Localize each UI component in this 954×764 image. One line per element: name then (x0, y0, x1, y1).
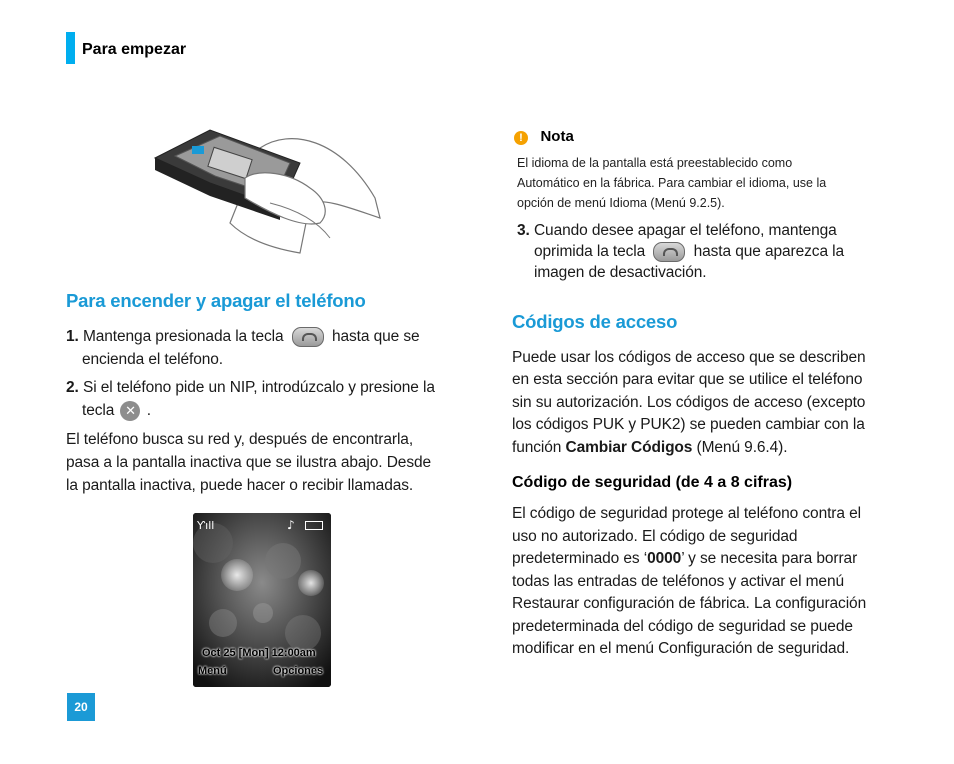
step-3-line3: imagen de desactivación. (534, 264, 707, 281)
note-line: opción de menú Idioma (Menú 9.2.5). (517, 196, 725, 210)
battery-icon (305, 521, 323, 530)
signal-icon: Ƴıll (197, 519, 215, 532)
step-1 (66, 326, 466, 349)
step-text: tecla (82, 402, 115, 419)
section-marker (66, 32, 75, 64)
note-line: Automático en la fábrica. Para cambiar el idioma, use la (517, 176, 827, 190)
step-text: hasta que se (331, 328, 420, 345)
note-header (514, 128, 574, 146)
menu-name: Cambiar Códigos (565, 439, 693, 456)
section-heading-access-codes: Códigos de acceso (512, 311, 678, 332)
end-key-icon (292, 327, 324, 347)
step-text: . (146, 402, 151, 419)
paragraph-line (512, 548, 857, 571)
exclamation-icon: ! (514, 131, 528, 145)
note-title: Nota (540, 128, 574, 145)
paragraph-line: Restaurar configuración de fábrica. La configuración (512, 595, 867, 612)
paragraph-line: los códigos PUK y PUK2) se pueden cambiar con la (512, 416, 865, 433)
bokeh-wallpaper (193, 513, 331, 687)
text: ’ y se necesita para borrar (681, 550, 858, 567)
paragraph-line: Puede usar los códigos de acceso que se describen (512, 349, 866, 366)
step-2 (66, 377, 466, 400)
step-2-line2 (82, 400, 151, 423)
note-body (517, 153, 826, 213)
end-key-icon (653, 242, 685, 262)
step-text: Si el teléfono pide un NIP, introdúzcalo y presione la (82, 379, 435, 396)
paragraph-line: pasa a la pantalla inactiva que se ilustra abajo. Desde (66, 454, 432, 471)
subheading-security-code: Código de seguridad (de 4 a 8 cifras) (512, 474, 793, 491)
section-title: Para empezar (82, 41, 187, 58)
paragraph-line (512, 437, 787, 460)
step-3-line2 (534, 241, 844, 264)
note-line: El idioma de la pantalla está preestablecido como (517, 156, 793, 170)
step-text: hasta que aparezca la (693, 243, 845, 260)
text: predeterminado es ‘ (512, 550, 648, 567)
step-1-line2: encienda el teléfono. (82, 351, 223, 368)
step-number: 1. (66, 328, 79, 345)
paragraph-line: uso no autorizado. El código de seguridad (512, 528, 798, 545)
paragraph-line: modificar en el menú Configuración de seguridad. (512, 640, 850, 657)
idle-screen-image (193, 513, 331, 687)
text: función (512, 439, 566, 456)
screen-datetime: Oct 25 [Mon] 12:00am (202, 647, 316, 659)
phone-battery-illustration (150, 128, 382, 256)
text: (Menú 9.6.4). (692, 439, 788, 456)
softkey-menu: Menú (198, 665, 227, 677)
step-3 (517, 220, 837, 243)
step-text: oprimida la tecla (534, 243, 646, 260)
default-code: 0000 (647, 550, 682, 567)
step-number: 2. (66, 379, 79, 396)
paragraph-line: en esta sección para evitar que se utilice el teléfono (512, 371, 863, 388)
section-heading-power: Para encender y apagar el teléfono (66, 290, 366, 311)
step-text: Mantenga presionada la tecla (82, 328, 284, 345)
paragraph-line: El código de seguridad protege al teléfono contra el (512, 505, 861, 522)
clear-key-icon: ✕ (120, 401, 140, 421)
music-note-icon: ♪ (287, 518, 295, 532)
paragraph-line: El teléfono busca su red y, después de encontrarla, (66, 431, 414, 448)
page-number: 20 (67, 693, 95, 721)
softkey-options: Opciones (273, 665, 324, 677)
step-text: Cuando desee apagar el teléfono, mantenga (533, 222, 837, 239)
paragraph-line: predeterminada del código de seguridad se puede (512, 618, 853, 635)
step-number: 3. (517, 222, 530, 239)
paragraph-line: sin su autorización. Los códigos de acceso (excepto (512, 394, 866, 411)
paragraph-line: todas las entradas de teléfonos y activar el menú (512, 573, 844, 590)
paragraph-line: la pantalla inactiva, puede hacer o recibir llamadas. (66, 477, 414, 494)
